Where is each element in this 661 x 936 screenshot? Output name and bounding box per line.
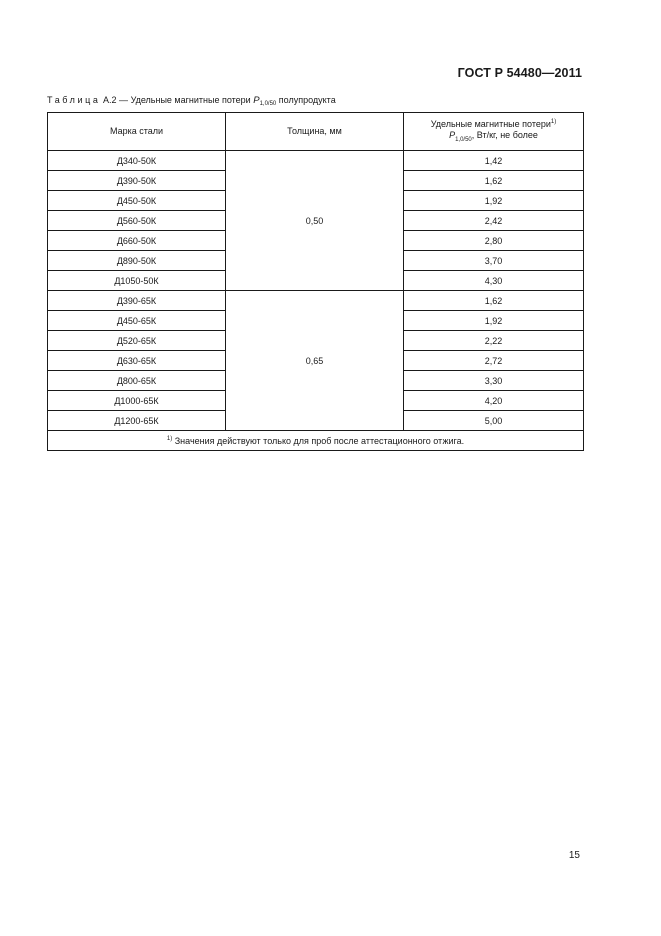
grade-cell: Д890-50К: [48, 251, 226, 271]
caption-symbol-sub: 1,0/50: [259, 101, 277, 107]
grade-cell: Д800-65К: [48, 371, 226, 391]
header-loss-line2: , Вт/кг, не более: [471, 130, 538, 141]
loss-cell: 1,92: [404, 191, 584, 211]
thickness-cell: 0,50: [226, 151, 404, 291]
grade-cell: Д560-50К: [48, 211, 226, 231]
loss-table: [47, 112, 584, 451]
loss-cell: 4,20: [404, 391, 584, 411]
header-grade: Марка стали: [48, 113, 226, 151]
grade-cell: Д1000-65К: [48, 391, 226, 411]
loss-cell: 1,62: [404, 291, 584, 311]
grade-cell: Д390-65К: [48, 291, 226, 311]
caption-dash: —: [119, 95, 129, 105]
loss-cell: 2,72: [404, 351, 584, 371]
grade-cell: Д630-65К: [48, 351, 226, 371]
loss-cell: 2,22: [404, 331, 584, 351]
footnote-mark: 1): [166, 435, 173, 442]
grade-cell: Д450-50К: [48, 191, 226, 211]
loss-cell: 4,30: [404, 271, 584, 291]
loss-cell: 1,62: [404, 171, 584, 191]
header-thickness: Толщина, мм: [226, 113, 404, 151]
grade-cell: Д1050-50К: [48, 271, 226, 291]
header-loss-symbol-sub: 1,0/50: [455, 136, 472, 143]
table-row: [48, 151, 584, 171]
loss-cell: 3,70: [404, 251, 584, 271]
loss-cell: 1,92: [404, 311, 584, 331]
caption-prefix: Таблица: [47, 95, 101, 105]
caption-suffix: полупродукта: [278, 95, 336, 105]
loss-cell: 2,42: [404, 211, 584, 231]
loss-cell: 5,00: [404, 411, 584, 431]
grade-cell: Д520-65К: [48, 331, 226, 351]
footnote-text: Значения действуют только для проб после аттестационного отжига.: [174, 435, 465, 446]
thickness-cell: 0,65: [226, 291, 404, 431]
footnote-row: [48, 431, 584, 451]
grade-cell: Д450-65К: [48, 311, 226, 331]
header-loss-footnote-mark: 1): [550, 119, 557, 126]
header-loss: [404, 113, 584, 151]
loss-cell: 3,30: [404, 371, 584, 391]
caption-symbol: P: [253, 95, 260, 106]
table-caption: [47, 95, 336, 107]
grade-cell: Д390-50К: [48, 171, 226, 191]
header-loss-symbol: P: [449, 130, 456, 141]
header-loss-line1: Удельные магнитные потери: [430, 119, 551, 130]
caption-text: Удельные магнитные потери: [130, 95, 251, 105]
table-row: [48, 291, 584, 311]
caption-number: А.2: [103, 95, 117, 105]
loss-cell: 1,42: [404, 151, 584, 171]
table-header-row: [48, 113, 584, 151]
footnote-cell: [48, 431, 584, 451]
document-code: ГОСТ Р 54480—2011: [457, 66, 582, 80]
grade-cell: Д660-50К: [48, 231, 226, 251]
grade-cell: Д1200-65К: [48, 411, 226, 431]
loss-cell: 2,80: [404, 231, 584, 251]
grade-cell: Д340-50К: [48, 151, 226, 171]
page-number: 15: [568, 850, 580, 861]
